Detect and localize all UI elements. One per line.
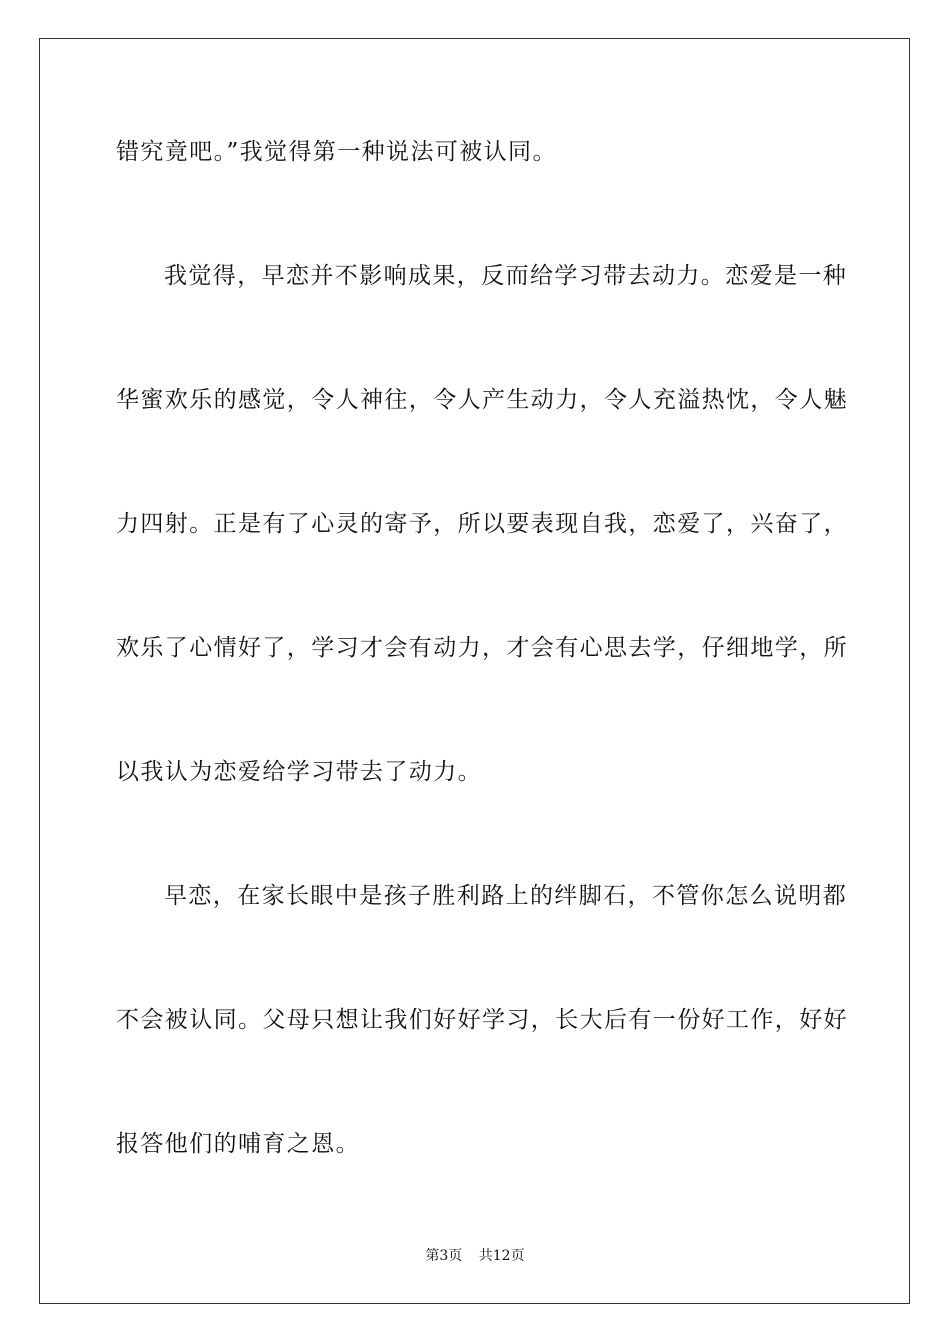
- text-line: 以我认为恋爱给学习带去了动力。: [116, 759, 482, 785]
- text-line: 华蜜欢乐的感觉，令人神往，令人产生动力，令人充溢热忱，令人魅: [116, 387, 848, 413]
- page-frame: [39, 38, 910, 1304]
- paragraph-first-line: 早恋，在家长眼中是孩子胜利路上的绊脚石，不管你怎么说明都: [164, 883, 848, 909]
- text-line: 报答他们的哺育之恩。: [116, 1131, 360, 1157]
- page-total: 共12页: [478, 1248, 525, 1264]
- text-line: 欢乐了心情好了，学习才会有动力，才会有心思去学，仔细地学，所: [116, 635, 848, 661]
- paragraph-first-line: 我觉得，早恋并不影响成果，反而给学习带去动力。恋爱是一种: [164, 263, 848, 289]
- page-footer: [0, 1246, 950, 1266]
- text-line: 力四射。正是有了心灵的寄予，所以要表现自我，恋爱了，兴奋了，: [116, 511, 848, 537]
- text-line: 不会被认同。父母只想让我们好好学习，长大后有一份好工作，好好: [116, 1007, 848, 1033]
- text-line: 错究竟吧。”我觉得第一种说法可被认同。: [116, 139, 557, 165]
- page-number: 第3页: [425, 1248, 463, 1264]
